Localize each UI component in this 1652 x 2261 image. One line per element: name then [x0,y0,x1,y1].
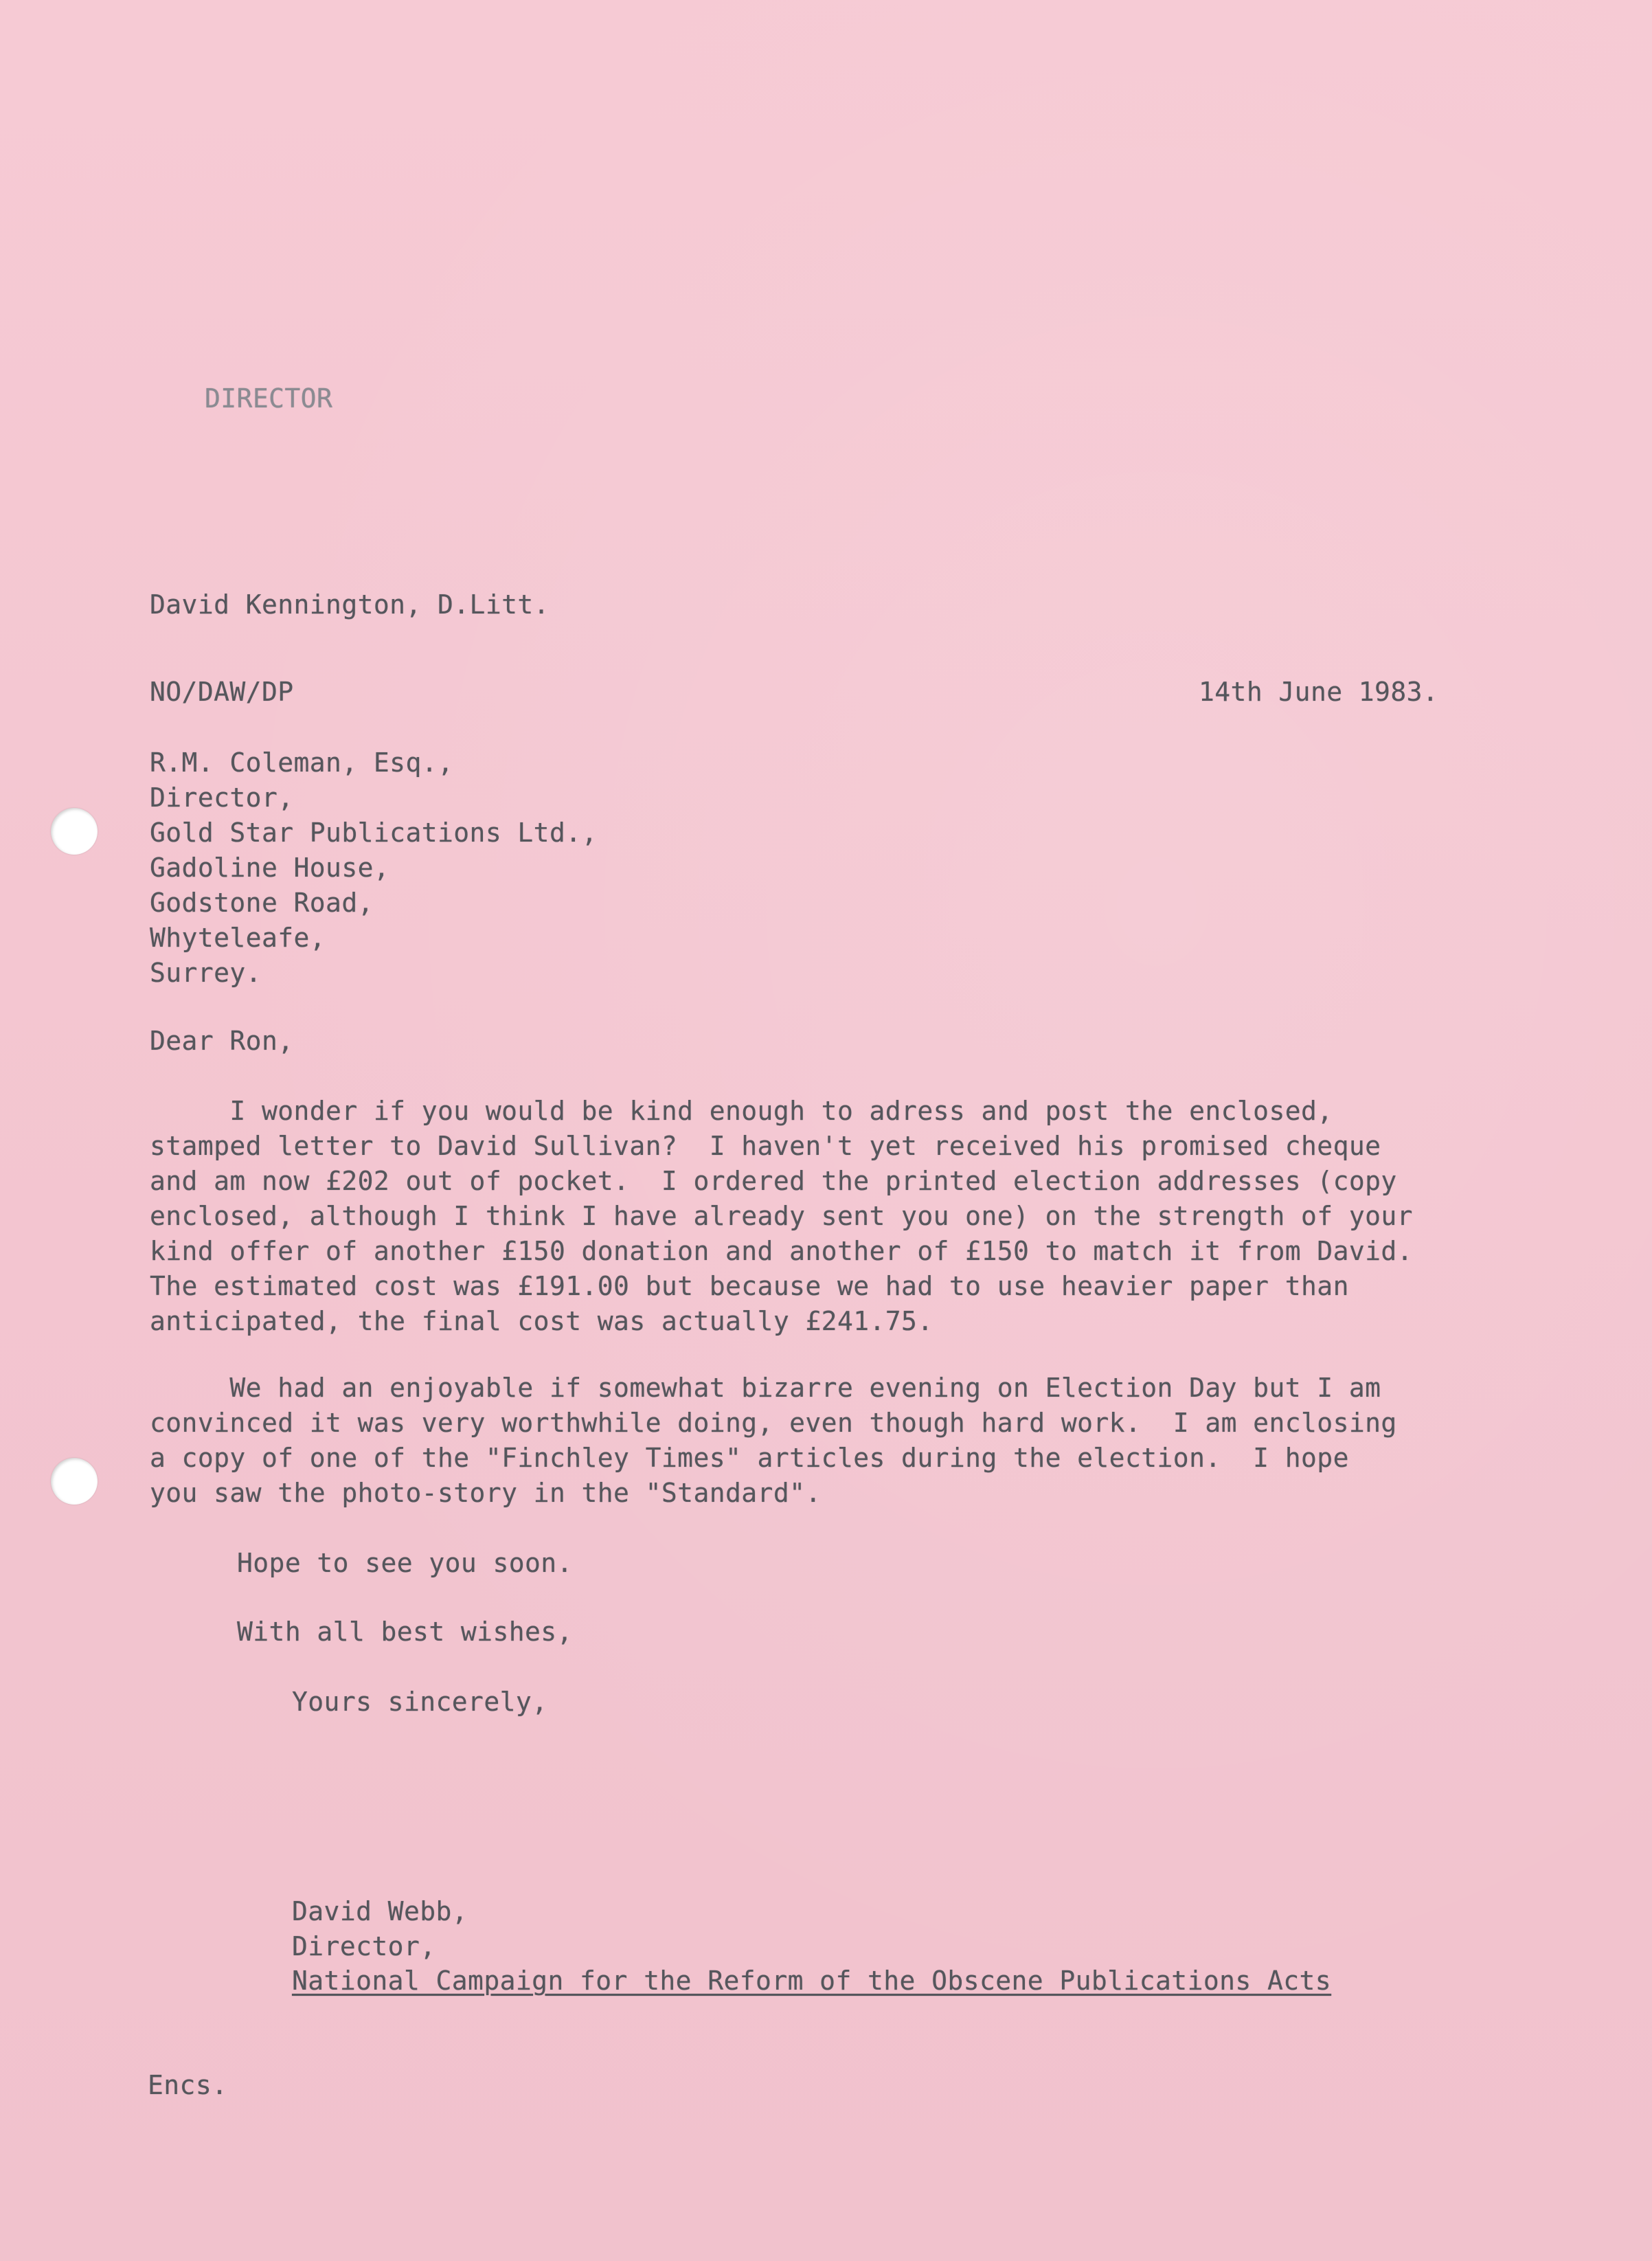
reference-number: NO/DAW/DP [150,677,294,707]
letter-date: 14th June 1983. [1199,677,1439,707]
paragraph-line: convinced it was very worthwhile doing, even though hard work. I am enclosing [150,1408,1397,1438]
address-line: Gadoline House, [150,853,390,883]
letterhead-heading: DIRECTOR [205,383,333,414]
paragraph-line: The estimated cost was £191.00 but because we had to use heavier paper than [150,1271,1349,1301]
paragraph-line: a copy of one of the "Finchley Times" articles during the election. I hope [150,1443,1349,1473]
signature-name: David Webb, [292,1896,468,1926]
closing-line-1: Hope to see you soon. [237,1548,573,1578]
body-paragraph-1 [150,1094,1592,1339]
paragraph-line: kind offer of another £150 donation and another of £150 to match it from David. [150,1236,1413,1266]
address-line: Surrey. [150,958,262,988]
paragraph-line: We had an enjoyable if somewhat bizarre evening on Election Day but I am [150,1373,1381,1403]
address-line: Whyteleafe, [150,923,326,953]
address-line: Director, [150,783,294,813]
paragraph-line: and am now £202 out of pocket. I ordered the printed election addresses (copy [150,1166,1397,1196]
address-line: Godstone Road, [150,888,374,918]
body-paragraph-2 [150,1371,1592,1511]
paragraph-line: you saw the photo-story in the "Standard". [150,1478,822,1508]
closing-line-3: Yours sincerely, [292,1687,548,1717]
enclosures-note: Encs. [148,2070,228,2100]
punch-hole-top [51,808,98,855]
recipient-address [150,745,1592,991]
signature-organization: National Campaign for the Reform of the Obscene Publications Acts [292,1966,1332,1996]
salutation: Dear Ron, [150,1026,294,1056]
paragraph-line: I wonder if you would be kind enough to adress and post the enclosed, [150,1096,1333,1126]
paragraph-line: anticipated, the final cost was actually £241.75. [150,1306,934,1336]
address-line: Gold Star Publications Ltd., [150,818,598,848]
signature-title: Director, [292,1931,436,1961]
cc-line: David Kennington, D.Litt. [150,589,550,620]
paragraph-line: enclosed, although I think I have already sent you one) on the strength of your [150,1201,1413,1231]
paragraph-line: stamped letter to David Sullivan? I haven't yet received his promised cheque [150,1131,1381,1161]
address-line: R.M. Coleman, Esq., [150,747,454,778]
punch-hole-bottom [51,1458,98,1505]
closing-line-2: With all best wishes, [237,1617,573,1647]
